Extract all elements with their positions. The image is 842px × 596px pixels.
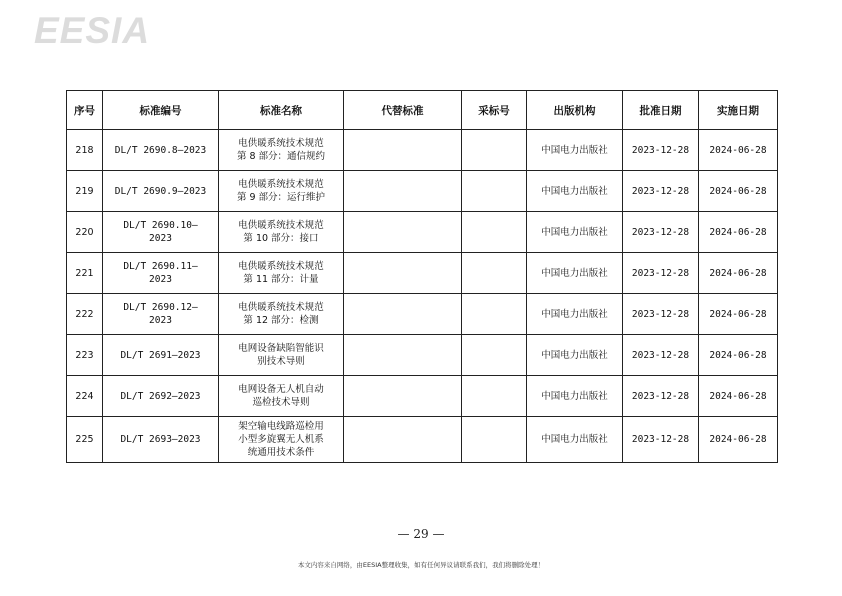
- table-row: [67, 417, 778, 463]
- cell-effective-date: [699, 294, 778, 335]
- table-row: [67, 253, 778, 294]
- table-row: [67, 335, 778, 376]
- table-row: [67, 171, 778, 212]
- cell-standard-name: [219, 335, 344, 376]
- cell-adopted-standard: [462, 376, 527, 417]
- cell-publisher-text: 中国电力出版社: [541, 267, 608, 279]
- cell-standard-name: [219, 171, 344, 212]
- cell-replaces: [344, 335, 462, 376]
- cell-serial-text: 219: [75, 185, 94, 197]
- cell-publisher-text: 中国电力出版社: [541, 226, 608, 238]
- cell-standard-code-text: DL/T 2690.8—2023: [114, 144, 207, 156]
- cell-standard-name: [219, 130, 344, 171]
- header-publisher: 出版机构: [527, 91, 623, 130]
- cell-standard-name-text: 架空输电线路巡检用 小型多旋翼无人机系 统通用技术条件: [238, 421, 324, 458]
- cell-serial-text: 222: [75, 308, 94, 320]
- cell-standard-code: [103, 417, 219, 463]
- table-header-row: [67, 91, 778, 130]
- cell-publisher: [527, 171, 623, 212]
- cell-effective-date: [699, 417, 778, 463]
- cell-standard-code: [103, 171, 219, 212]
- cell-standard-name: [219, 212, 344, 253]
- cell-standard-code: [103, 376, 219, 417]
- cell-replaces: [344, 376, 462, 417]
- table-row: [67, 212, 778, 253]
- cell-standard-code-text: DL/T 2690.9—2023: [114, 185, 207, 197]
- cell-publisher: [527, 253, 623, 294]
- cell-approval-date: [623, 376, 699, 417]
- eesia-logo: EESIA: [34, 10, 151, 51]
- cell-standard-name: [219, 253, 344, 294]
- cell-standard-code-text: DL/T 2692—2023: [120, 390, 201, 402]
- cell-serial: [67, 376, 103, 417]
- cell-serial-text: 218: [75, 144, 94, 156]
- cell-standard-name-text: 电供暖系统技术规范 第 12 部分：检测: [238, 302, 324, 326]
- cell-publisher-text: 中国电力出版社: [541, 434, 608, 445]
- cell-standard-code: [103, 294, 219, 335]
- table-row: [67, 376, 778, 417]
- cell-effective-date-text: 2024-06-28: [709, 390, 767, 402]
- cell-effective-date-text: 2024-06-28: [709, 185, 767, 197]
- cell-approval-date: [623, 335, 699, 376]
- cell-replaces: [344, 253, 462, 294]
- page-number: — 29 —: [397, 527, 445, 541]
- cell-standard-code: [103, 335, 219, 376]
- header-replaces: 代替标准: [344, 91, 462, 130]
- cell-publisher: [527, 335, 623, 376]
- cell-serial: [67, 130, 103, 171]
- cell-standard-code: [103, 212, 219, 253]
- cell-publisher: [527, 212, 623, 253]
- cell-serial-text: 220: [75, 226, 94, 238]
- cell-publisher: [527, 130, 623, 171]
- footer-disclaimer: 本文内容来自网络，由EESIA整理收集，如有任何异议请联系我们，我们将删除处理！: [297, 561, 545, 569]
- cell-adopted-standard: [462, 417, 527, 463]
- cell-replaces: [344, 130, 462, 171]
- cell-serial-text: 224: [75, 390, 94, 402]
- cell-standard-name: [219, 294, 344, 335]
- header-standard-name: 标准名称: [219, 91, 344, 130]
- cell-serial: [67, 212, 103, 253]
- cell-serial: [67, 171, 103, 212]
- header-adopted-standard: 采标号: [462, 91, 527, 130]
- cell-approval-date: [623, 294, 699, 335]
- cell-standard-code-text: DL/T 2693—2023: [120, 434, 201, 445]
- cell-effective-date-text: 2024-06-28: [709, 226, 767, 238]
- header-serial: 序号: [67, 91, 103, 130]
- cell-approval-date-text: 2023-12-28: [631, 267, 690, 279]
- cell-approval-date-text: 2023-12-28: [631, 390, 690, 402]
- cell-effective-date: [699, 171, 778, 212]
- cell-approval-date-text: 2023-12-28: [631, 226, 690, 238]
- cell-publisher-text: 中国电力出版社: [541, 144, 608, 156]
- cell-approval-date-text: 2023-12-28: [631, 144, 690, 156]
- cell-standard-name-text: 电供暖系统技术规范 第 9 部分：运行维护: [236, 179, 326, 203]
- cell-publisher: [527, 417, 623, 463]
- cell-adopted-standard: [462, 335, 527, 376]
- cell-replaces: [344, 294, 462, 335]
- table-row: [67, 130, 778, 171]
- cell-serial: [67, 335, 103, 376]
- cell-adopted-standard: [462, 130, 527, 171]
- cell-publisher-text: 中国电力出版社: [541, 390, 608, 402]
- cell-effective-date: [699, 376, 778, 417]
- cell-replaces: [344, 417, 462, 463]
- cell-adopted-standard: [462, 294, 527, 335]
- cell-effective-date-text: 2024-06-28: [709, 144, 767, 156]
- cell-effective-date: [699, 212, 778, 253]
- cell-approval-date-text: 2023-12-28: [631, 434, 690, 445]
- cell-approval-date-text: 2023-12-28: [631, 308, 690, 320]
- cell-effective-date-text: 2024-06-28: [709, 308, 767, 320]
- cell-standard-code-text: DL/T 2690.11— 2023: [123, 261, 198, 285]
- cell-effective-date-text: 2024-06-28: [709, 349, 767, 361]
- cell-standard-code-text: DL/T 2690.12— 2023: [123, 302, 198, 326]
- cell-publisher: [527, 376, 623, 417]
- cell-approval-date: [623, 417, 699, 463]
- cell-publisher: [527, 294, 623, 335]
- cell-standard-code-text: DL/T 2690.10— 2023: [123, 220, 198, 244]
- cell-standard-name: [219, 417, 344, 463]
- cell-serial-text: 223: [75, 349, 94, 361]
- cell-approval-date: [623, 130, 699, 171]
- standards-table: [66, 90, 778, 463]
- cell-effective-date-text: 2024-06-28: [709, 267, 767, 279]
- cell-replaces: [344, 212, 462, 253]
- cell-approval-date: [623, 253, 699, 294]
- cell-replaces: [344, 171, 462, 212]
- cell-standard-code-text: DL/T 2691—2023: [120, 349, 201, 361]
- table-row: [67, 294, 778, 335]
- cell-approval-date: [623, 212, 699, 253]
- cell-standard-name-text: 电供暖系统技术规范 第 10 部分：接口: [238, 220, 324, 244]
- cell-standard-name-text: 电供暖系统技术规范 第 8 部分：通信规约: [236, 138, 326, 162]
- table-body: [67, 130, 778, 463]
- cell-effective-date: [699, 253, 778, 294]
- cell-standard-code: [103, 130, 219, 171]
- cell-approval-date-text: 2023-12-28: [631, 349, 690, 361]
- cell-adopted-standard: [462, 171, 527, 212]
- cell-effective-date: [699, 130, 778, 171]
- cell-standard-name: [219, 376, 344, 417]
- cell-standard-name-text: 电网设备无人机自动 巡检技术导则: [238, 384, 324, 408]
- cell-standard-code: [103, 253, 219, 294]
- cell-publisher-text: 中国电力出版社: [541, 308, 608, 320]
- cell-approval-date: [623, 171, 699, 212]
- cell-adopted-standard: [462, 253, 527, 294]
- header-approval-date: 批准日期: [623, 91, 699, 130]
- cell-adopted-standard: [462, 212, 527, 253]
- cell-effective-date: [699, 335, 778, 376]
- header-effective-date: 实施日期: [699, 91, 778, 130]
- cell-serial-text: 225: [75, 434, 94, 445]
- cell-publisher-text: 中国电力出版社: [541, 349, 608, 361]
- cell-serial: [67, 294, 103, 335]
- header-standard-code: 标准编号: [103, 91, 219, 130]
- cell-serial-text: 221: [75, 267, 94, 279]
- cell-standard-name-text: 电供暖系统技术规范 第 11 部分：计量: [238, 261, 324, 285]
- cell-publisher-text: 中国电力出版社: [541, 185, 608, 197]
- cell-serial: [67, 417, 103, 463]
- cell-standard-name-text: 电网设备缺陷智能识 别技术导则: [238, 343, 324, 367]
- cell-serial: [67, 253, 103, 294]
- cell-approval-date-text: 2023-12-28: [631, 185, 690, 197]
- cell-effective-date-text: 2024-06-28: [709, 434, 767, 445]
